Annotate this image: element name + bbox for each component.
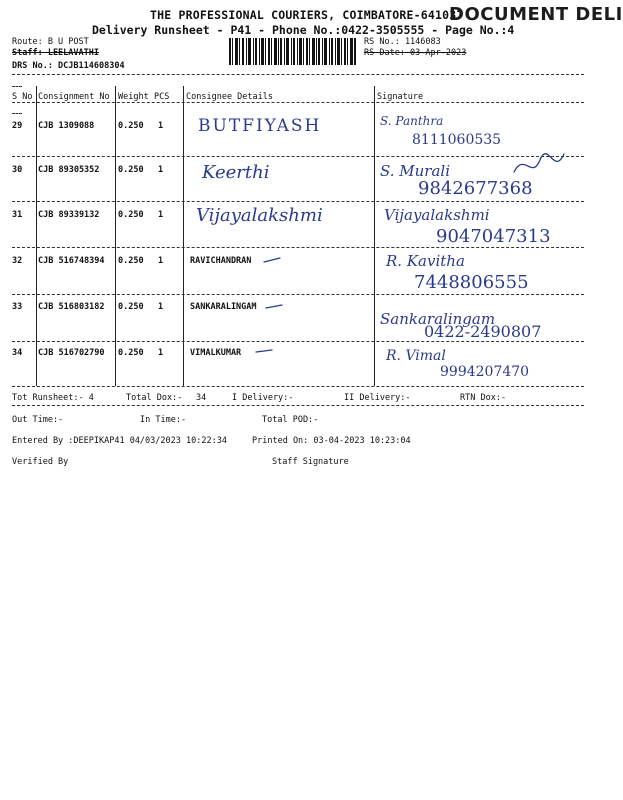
pen-mark — [262, 256, 282, 264]
row-weight: 0.250 — [118, 121, 144, 131]
row-weight: 0.250 — [118, 348, 144, 358]
route-label: Route: B U POST — [12, 37, 89, 47]
separator — [12, 113, 22, 114]
row-consignment: CJB 1309088 — [38, 121, 95, 131]
row-pcs: 1 — [158, 165, 164, 175]
row-weight: 0.250 — [118, 256, 144, 266]
out-time-label: Out Time:- — [12, 415, 64, 425]
row-consignee-handwritten: BUTFIYASH — [198, 116, 322, 136]
signature-phone: 8111060535 — [412, 132, 502, 148]
row-separator — [12, 247, 584, 248]
row-sno: 33 — [12, 302, 23, 312]
signature-name: R. Vimal — [386, 348, 446, 364]
row-pcs: 1 — [158, 121, 164, 131]
entered-by: Entered By :DEEPIKAP41 04/03/2023 10:22:34 — [12, 436, 227, 446]
row-sno: 32 — [12, 256, 23, 266]
signature-name: R. Kavitha — [386, 252, 465, 270]
col-signature: Signature — [377, 92, 424, 102]
row-separator — [12, 294, 584, 295]
rs-date: RS Date: 03-Apr-2023 — [364, 48, 467, 58]
drs-number: DRS No.: DCJB114608304 — [12, 61, 125, 71]
col-consignee: Consignee Details — [186, 92, 273, 102]
row-pcs: 1 — [158, 256, 164, 266]
col-sno: S No — [12, 92, 33, 102]
rtn-dox-label: RTN Dox:- — [460, 393, 507, 403]
signature-name: Vijayalakshmi — [384, 206, 490, 224]
signature-phone: 0422-2490807 — [424, 322, 542, 341]
col-pcs: PCS — [154, 92, 170, 102]
row-consignment: CJB 516702790 — [38, 348, 105, 358]
i-delivery-label: I Delivery:- — [232, 393, 294, 403]
row-sno: 30 — [12, 165, 23, 175]
staff-label: Staff: LEELAVATHI — [12, 48, 99, 58]
row-consignee: SANKARALINGAM — [190, 302, 257, 312]
signature-phone: 9842677368 — [418, 178, 533, 199]
total-pod-label: Total POD:- — [262, 415, 319, 425]
verified-by-label: Verified By — [12, 457, 69, 467]
row-consignment: CJB 89339132 — [38, 210, 100, 220]
printed-on: Printed On: 03-04-2023 10:23:04 — [252, 436, 411, 446]
row-sno: 31 — [12, 210, 23, 220]
signature-phone: 9047047313 — [436, 226, 551, 247]
signature-name: Sankaralingam — [380, 310, 496, 328]
total-dox-label: Total Dox:- — [126, 393, 183, 403]
signature-phone: 7448806555 — [414, 272, 529, 293]
row-consignee-handwritten: Keerthi — [202, 162, 270, 183]
row-consignee-handwritten: Vijayalakshmi — [196, 205, 323, 226]
pen-mark — [254, 347, 274, 355]
row-consignment: CJB 89305352 — [38, 165, 100, 175]
barcode — [229, 38, 357, 65]
row-sno: 34 — [12, 348, 23, 358]
signature-phone: 9994207470 — [440, 364, 530, 380]
row-separator — [12, 156, 584, 157]
row-weight: 0.250 — [118, 302, 144, 312]
row-consignee: RAVICHANDRAN — [190, 256, 252, 266]
rs-number: RS No.: 1146083 — [364, 37, 441, 47]
row-consignee: VIMALKUMAR — [190, 348, 242, 358]
signature-name: S. Murali — [380, 162, 451, 180]
ii-delivery-label: II Delivery:- — [344, 393, 411, 403]
signature-scribble — [510, 150, 570, 180]
col-consignment: Consignment No — [38, 92, 110, 102]
row-weight: 0.250 — [118, 165, 144, 175]
document-stamp: DOCUMENT DELI — [449, 4, 623, 25]
in-time-label: In Time:- — [140, 415, 187, 425]
separator — [12, 86, 22, 87]
pen-mark — [264, 302, 284, 310]
runsheet-title: Delivery Runsheet - P41 - Phone No.:0422-3505555 - Page No.:4 — [92, 23, 515, 37]
row-separator — [12, 201, 584, 202]
row-pcs: 1 — [158, 348, 164, 358]
total-dox-value: 34 — [196, 393, 207, 403]
row-pcs: 1 — [158, 210, 164, 220]
tot-runsheet: Tot Runsheet:- 4 — [12, 393, 94, 403]
barcode-graphic — [229, 38, 357, 65]
col-weight: Weight — [118, 92, 149, 102]
separator — [12, 405, 584, 406]
row-separator — [12, 386, 584, 387]
company-name: THE PROFESSIONAL COURIERS, COIMBATORE-641037 — [150, 8, 464, 22]
row-weight: 0.250 — [118, 210, 144, 220]
signature-name: S. Panthra — [380, 114, 444, 128]
row-pcs: 1 — [158, 302, 164, 312]
row-separator — [12, 341, 584, 342]
row-consignment: CJB 516803182 — [38, 302, 105, 312]
separator — [12, 102, 584, 103]
row-sno: 29 — [12, 121, 23, 131]
separator — [12, 74, 584, 75]
row-consignment: CJB 516748394 — [38, 256, 105, 266]
staff-signature-label: Staff Signature — [272, 457, 349, 467]
